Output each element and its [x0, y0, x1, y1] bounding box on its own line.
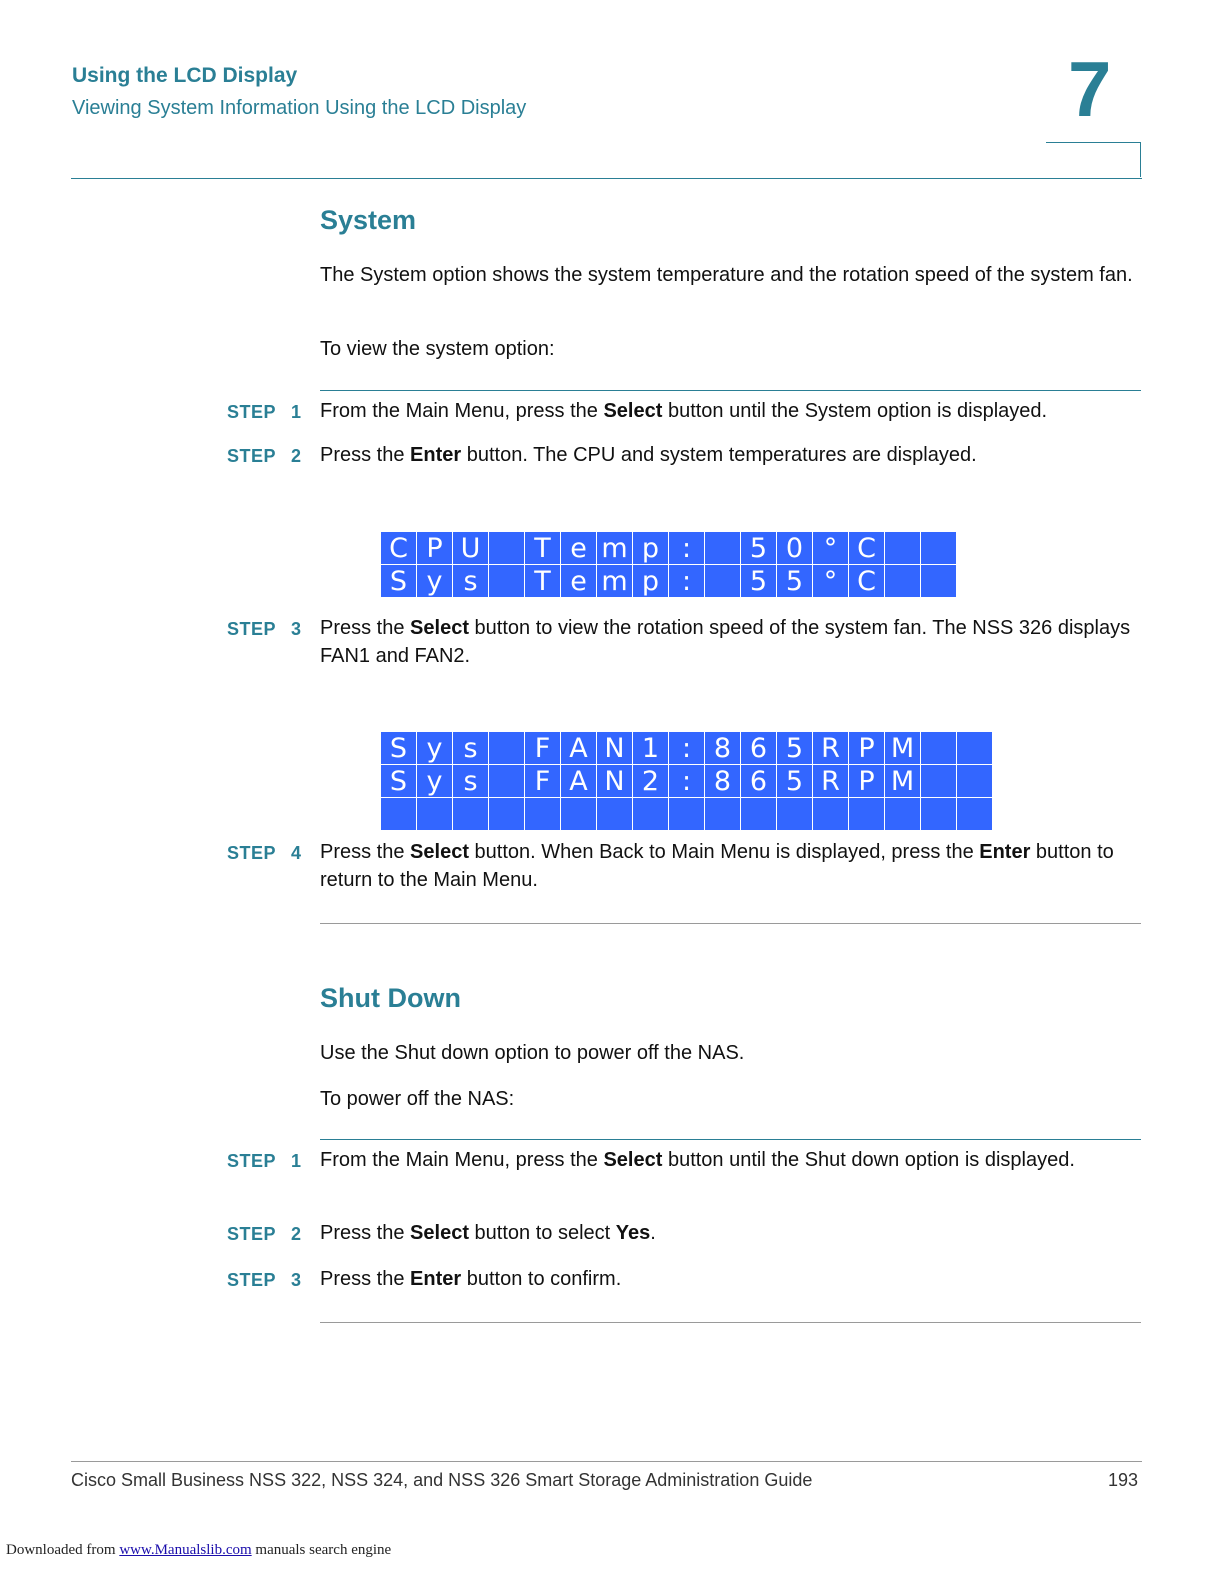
lcd-cell	[633, 798, 669, 831]
lcd-cell	[921, 798, 957, 831]
shutdown-intro: Use the Shut down option to power off the NAS.	[320, 1042, 745, 1064]
lcd-cell	[957, 798, 993, 831]
lcd-cell: 2	[633, 765, 669, 798]
lcd-cell	[489, 532, 525, 565]
lcd-cell	[705, 798, 741, 831]
lcd-cell	[417, 798, 453, 831]
lcd-cell: :	[669, 532, 705, 565]
lcd-cell: R	[813, 732, 849, 765]
lcd-cell	[921, 532, 957, 565]
step-number: 4	[291, 843, 302, 863]
lcd-cell: U	[453, 532, 489, 565]
lcd-cell: R	[813, 765, 849, 798]
lcd-cell	[921, 565, 957, 598]
steps-top-rule	[320, 390, 1141, 391]
lcd-cell	[489, 798, 525, 831]
step-label: STEP	[227, 1224, 277, 1244]
step-text: Press the Select button. When Back to Main Menu is displayed, press the Enter button to return to the Main Menu.	[320, 841, 1114, 891]
system-lead: To view the system option:	[320, 338, 555, 360]
lcd-cell	[525, 798, 561, 831]
lcd-cell: 5	[741, 565, 777, 598]
lcd-cell: s	[453, 765, 489, 798]
lcd-cell: A	[561, 765, 597, 798]
lcd-row	[381, 532, 957, 565]
header-divider	[71, 178, 1142, 179]
lcd-cell: P	[849, 732, 885, 765]
footer-divider	[71, 1461, 1142, 1462]
lcd-cell	[705, 532, 741, 565]
lcd-cell: C	[849, 565, 885, 598]
lcd-cell: p	[633, 565, 669, 598]
lcd-cell	[885, 532, 921, 565]
guide-title: Cisco Small Business NSS 322, NSS 324, and NSS 326 Smart Storage Administration Guide	[71, 1470, 813, 1490]
step-label: STEP	[227, 402, 277, 422]
lcd-cell: s	[453, 732, 489, 765]
lcd-cell	[669, 798, 705, 831]
lcd-cell: F	[525, 732, 561, 765]
lcd-cell: T	[525, 532, 561, 565]
lcd-cell: 6	[741, 732, 777, 765]
lcd-cell: e	[561, 532, 597, 565]
step-label: STEP	[227, 1151, 277, 1171]
lcd-cell: 5	[777, 765, 813, 798]
lcd-cell: P	[417, 532, 453, 565]
lcd-cell	[705, 565, 741, 598]
lcd-cell: s	[453, 565, 489, 598]
lcd-cell: 1	[633, 732, 669, 765]
lcd-cell	[921, 732, 957, 765]
lcd-cell: :	[669, 765, 705, 798]
lcd-cell: y	[417, 765, 453, 798]
lcd-cell: N	[597, 732, 633, 765]
step-label: STEP	[227, 446, 277, 466]
section-subtitle: Viewing System Information Using the LCD Display	[72, 97, 527, 119]
step-number: 1	[291, 1151, 302, 1171]
lcd-cell: S	[381, 732, 417, 765]
lcd-cell: 6	[741, 765, 777, 798]
steps-bottom-rule	[320, 1322, 1141, 1323]
step-text: Press the Enter button to confirm.	[320, 1268, 622, 1290]
lcd-row	[381, 765, 993, 798]
lcd-cell	[453, 798, 489, 831]
step-text: Press the Enter button. The CPU and system temperatures are displayed.	[320, 444, 977, 466]
lcd-cell: m	[597, 565, 633, 598]
shutdown-heading: Shut Down	[320, 983, 461, 1013]
lcd-cell	[921, 765, 957, 798]
chapter-title: Using the LCD Display	[72, 64, 298, 87]
lcd-cell: C	[381, 532, 417, 565]
lcd-cell: N	[597, 765, 633, 798]
lcd-cell	[489, 765, 525, 798]
lcd-cell: M	[885, 732, 921, 765]
lcd-cell: 0	[777, 532, 813, 565]
lcd-cell: y	[417, 732, 453, 765]
steps-bottom-rule	[320, 923, 1141, 924]
lcd-cell: :	[669, 732, 705, 765]
lcd-cell: A	[561, 732, 597, 765]
lcd-cell: °	[813, 532, 849, 565]
lcd-cell: 5	[777, 565, 813, 598]
lcd-fan-display	[380, 731, 993, 831]
system-heading: System	[320, 205, 417, 235]
lcd-cell: T	[525, 565, 561, 598]
lcd-cell: m	[597, 532, 633, 565]
step-number: 2	[291, 1224, 302, 1244]
step-text: Press the Select button to view the rotation speed of the system fan. The NSS 326 displays FAN1 and FAN2.	[320, 617, 1131, 667]
lcd-cell: :	[669, 565, 705, 598]
lcd-row	[381, 732, 993, 765]
lcd-cell: F	[525, 765, 561, 798]
steps-top-rule	[320, 1139, 1141, 1140]
system-intro: The System option shows the system temperature and the rotation speed of the system fan.	[320, 264, 1133, 286]
lcd-row	[381, 565, 957, 598]
manualslib-link[interactable]: www.Manualslib.com	[119, 1542, 252, 1558]
lcd-cell: °	[813, 565, 849, 598]
lcd-cell: y	[417, 565, 453, 598]
lcd-cell	[885, 565, 921, 598]
download-note: Downloaded from www.Manualslib.com manuals search engine	[6, 1542, 392, 1558]
step-text: Press the Select button to select Yes.	[320, 1222, 656, 1244]
lcd-row	[381, 798, 993, 831]
lcd-cell	[957, 765, 993, 798]
lcd-cell: 8	[705, 765, 741, 798]
lcd-cell	[741, 798, 777, 831]
lcd-cell	[777, 798, 813, 831]
lcd-cell	[597, 798, 633, 831]
page-number: 193	[1108, 1470, 1139, 1490]
lcd-cell	[813, 798, 849, 831]
step-label: STEP	[227, 843, 277, 863]
chapter-tab-frame	[1046, 142, 1141, 177]
step-number: 3	[291, 1270, 302, 1290]
chapter-number: 7	[1068, 45, 1112, 133]
lcd-cell	[849, 798, 885, 831]
lcd-cell: 5	[741, 532, 777, 565]
lcd-cell: e	[561, 565, 597, 598]
lcd-cell: C	[849, 532, 885, 565]
lcd-cell	[489, 565, 525, 598]
lcd-cell: P	[849, 765, 885, 798]
step-number: 1	[291, 402, 302, 422]
lcd-cell: 5	[777, 732, 813, 765]
lcd-cell: S	[381, 765, 417, 798]
lcd-cell: S	[381, 565, 417, 598]
lcd-cell: p	[633, 532, 669, 565]
step-text: From the Main Menu, press the Select button until the System option is displayed.	[320, 400, 1048, 422]
step-text: From the Main Menu, press the Select button until the Shut down option is displayed.	[320, 1149, 1075, 1171]
lcd-cell	[957, 732, 993, 765]
step-label: STEP	[227, 619, 277, 639]
lcd-cell	[885, 798, 921, 831]
step-label: STEP	[227, 1270, 277, 1290]
lcd-cell	[561, 798, 597, 831]
lcd-cell: M	[885, 765, 921, 798]
lcd-cell	[489, 732, 525, 765]
lcd-cell: 8	[705, 732, 741, 765]
lcd-cell	[381, 798, 417, 831]
lcd-temperature-display	[380, 531, 957, 598]
step-number: 3	[291, 619, 302, 639]
shutdown-lead: To power off the NAS:	[320, 1088, 515, 1110]
step-number: 2	[291, 446, 302, 466]
